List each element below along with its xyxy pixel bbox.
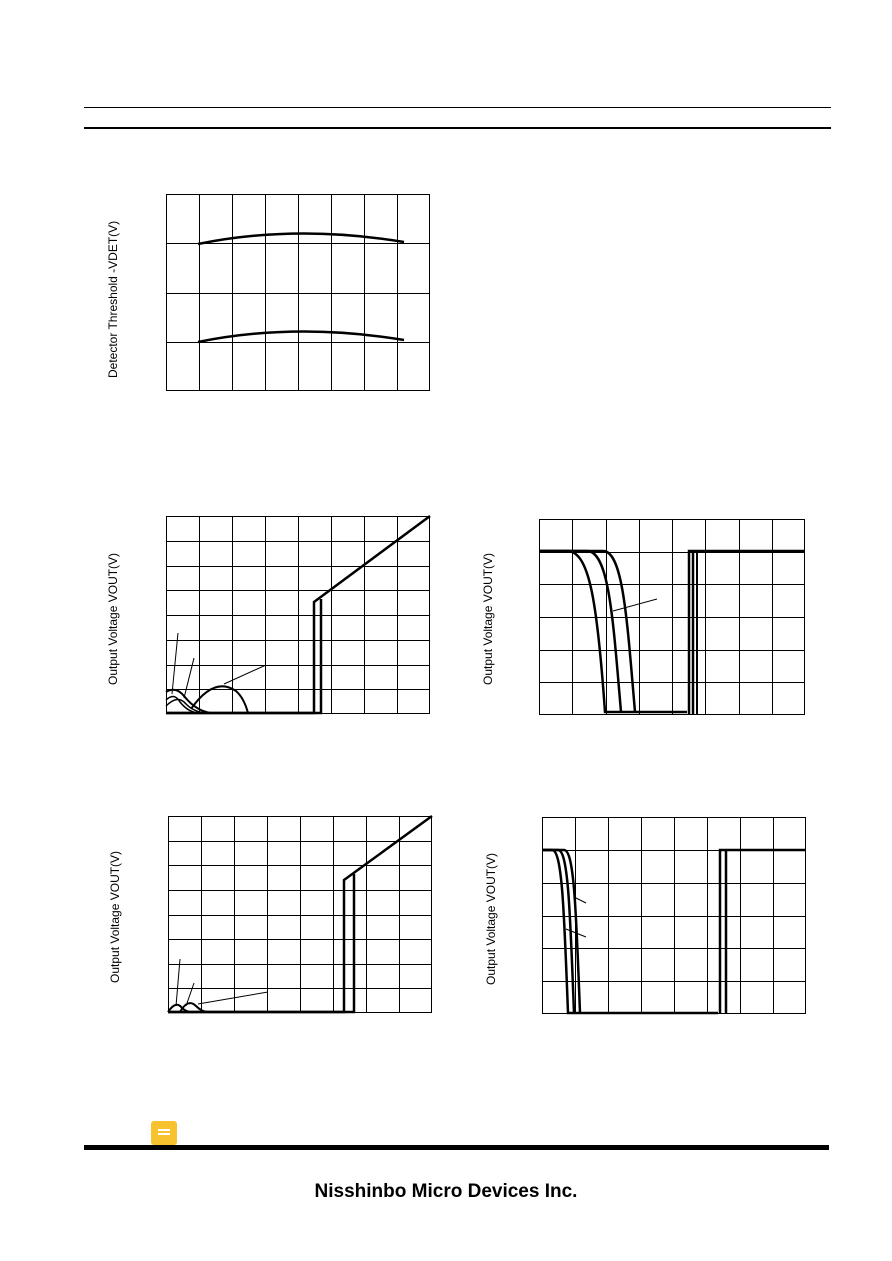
- chart-1-curve-lower: [198, 331, 404, 342]
- chart-5: [542, 817, 806, 1014]
- chart-2-curve-main-2: [166, 599, 321, 713]
- chart-3-pointer: [613, 599, 657, 611]
- chart-4-pointer-1: [176, 959, 180, 1006]
- chart-2-pointer-2: [184, 658, 194, 698]
- chart-1: [166, 194, 430, 391]
- chart-5-curve-1: [542, 850, 718, 1013]
- chart-4: [168, 816, 432, 1013]
- chart-2-pointer-1: [172, 633, 178, 694]
- header-rule-thin: [84, 107, 831, 108]
- chart-2-pointer-3: [224, 665, 266, 684]
- company-name: Nisshinbo Micro Devices Inc.: [314, 1181, 578, 1202]
- chart-5-grid: [542, 817, 806, 1014]
- comment-icon[interactable]: [151, 1121, 177, 1145]
- chart-3-curve-2: [539, 551, 621, 712]
- chart-5-ylabel: Output Voltage VOUT(V): [484, 852, 498, 985]
- chart-1-grid: [166, 194, 430, 391]
- chart-3-ylabel: Output Voltage VOUT(V): [481, 552, 495, 685]
- footer-rule: [84, 1145, 829, 1150]
- chart-4-curve-main-2: [168, 874, 354, 1012]
- chart-3: [539, 519, 805, 715]
- header-rule-thick: [84, 127, 831, 129]
- chart-4-ylabel: Output Voltage VOUT(V): [108, 850, 122, 983]
- chart-5-step: [720, 850, 806, 1013]
- chart-3-step: [689, 551, 805, 714]
- chart-1-ylabel: Detector Threshold -VDET(V): [106, 220, 120, 378]
- chart-3-grid: [539, 519, 805, 715]
- chart-5-curve-2: [542, 850, 574, 1013]
- chart-1-curve-upper: [198, 233, 404, 244]
- chart-4-pointer-3: [198, 992, 268, 1004]
- chart-2-ylabel: Output Voltage VOUT(V): [106, 552, 120, 685]
- chart-2: [166, 516, 430, 714]
